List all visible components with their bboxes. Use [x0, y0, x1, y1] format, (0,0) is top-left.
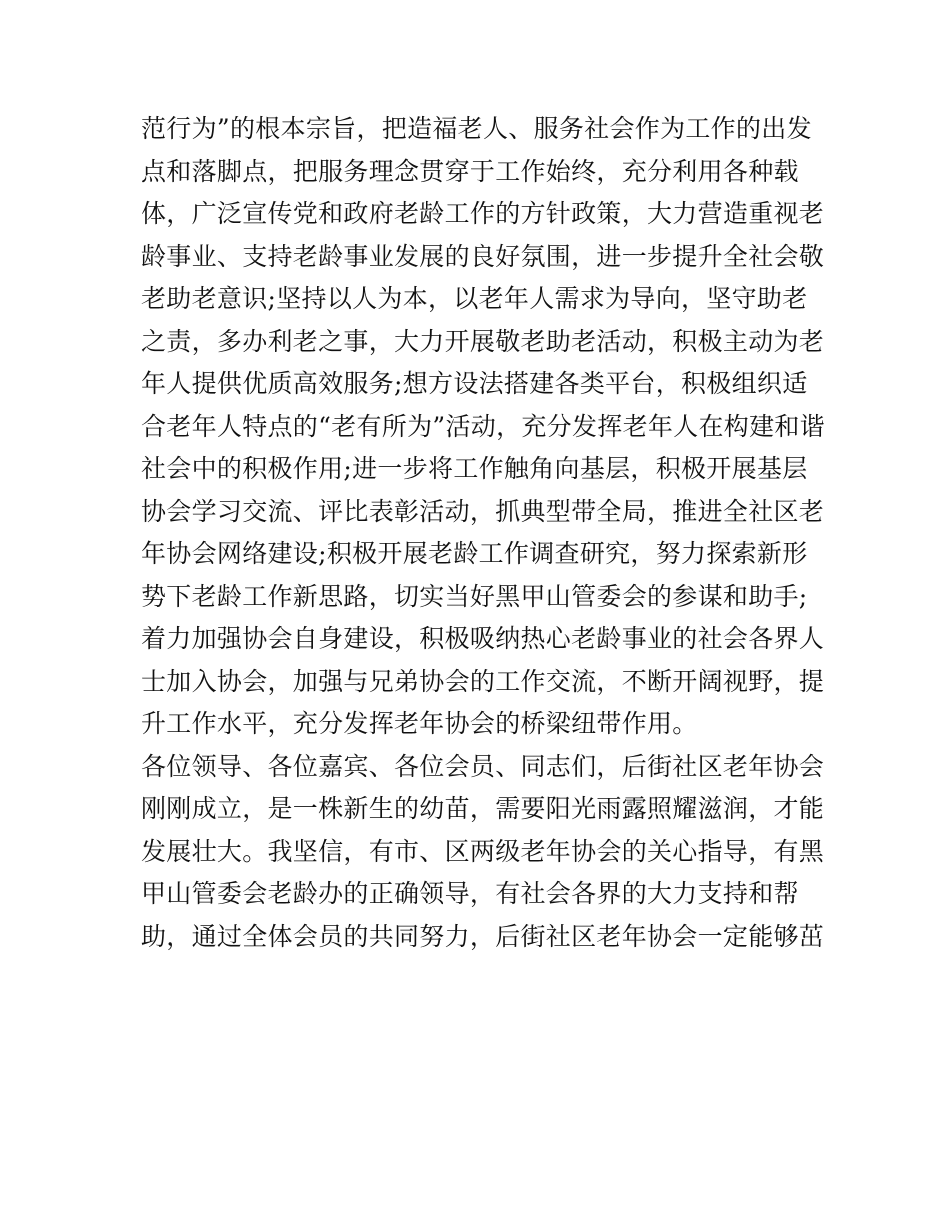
text-line: 老助老意识;坚持以人为本，以老年人需求为导向，坚守助老: [141, 284, 808, 313]
text-line: 着力加强协会自身建设，积极吸纳热心老龄事业的社会各界人: [141, 624, 825, 653]
text-line: 社会中的积极作用;进一步将工作触角向基层，积极开展基层: [141, 454, 808, 483]
text-line: 发展壮大。我坚信，有市、区两级老年协会的关心指导，有黑: [141, 836, 825, 866]
text-line: 体，广泛宣传党和政府老龄工作的方针政策，大力营造重视老: [141, 199, 825, 228]
text-line: 之责，多办利老之事，大力开展敬老助老活动，积极主动为老: [141, 326, 825, 356]
text-line: 点和落脚点，把服务理念贯穿于工作始终，充分利用各种载: [141, 156, 799, 186]
text-line: 范行为”的根本宗旨，把造福老人、服务社会作为工作的出发: [141, 114, 812, 143]
text-line: 升工作水平，充分发挥老年协会的桥梁纽带作用。: [141, 709, 698, 738]
text-line: 龄事业、支持老龄事业发展的良好氛围，进一步提升全社会敬: [141, 241, 825, 271]
body-text: [141, 108, 825, 958]
text-line: 年人提供优质高效服务;想方设法搭建各类平台，积极组织适: [141, 369, 808, 398]
text-line: 助，通过全体会员的共同努力，后街社区老年协会一定能够茁: [141, 921, 825, 951]
text-line: 士加入协会，加强与兄弟协会的工作交流，不断开阔视野，提: [141, 666, 825, 696]
text-line: 合老年人特点的“老有所为”活动，充分发挥老年人在构建和谐: [141, 411, 825, 441]
text-line: 甲山管委会老龄办的正确领导，有社会各界的大力支持和帮: [141, 879, 799, 908]
text-line: 各位领导、各位嘉宾、各位会员、同志们，后街社区老年协会: [141, 751, 825, 781]
text-line: 势下老龄工作新思路，切实当好黑甲山管委会的参谋和助手;: [141, 581, 808, 611]
text-line: 协会学习交流、评比表彰活动，抓典型带全局，推进全社区老: [141, 496, 825, 526]
text-line: 刚刚成立，是一株新生的幼苗，需要阳光雨露照耀滋润，才能: [141, 794, 825, 823]
text-line: 年协会网络建设;积极开展老龄工作调查研究，努力探索新形: [141, 539, 808, 568]
